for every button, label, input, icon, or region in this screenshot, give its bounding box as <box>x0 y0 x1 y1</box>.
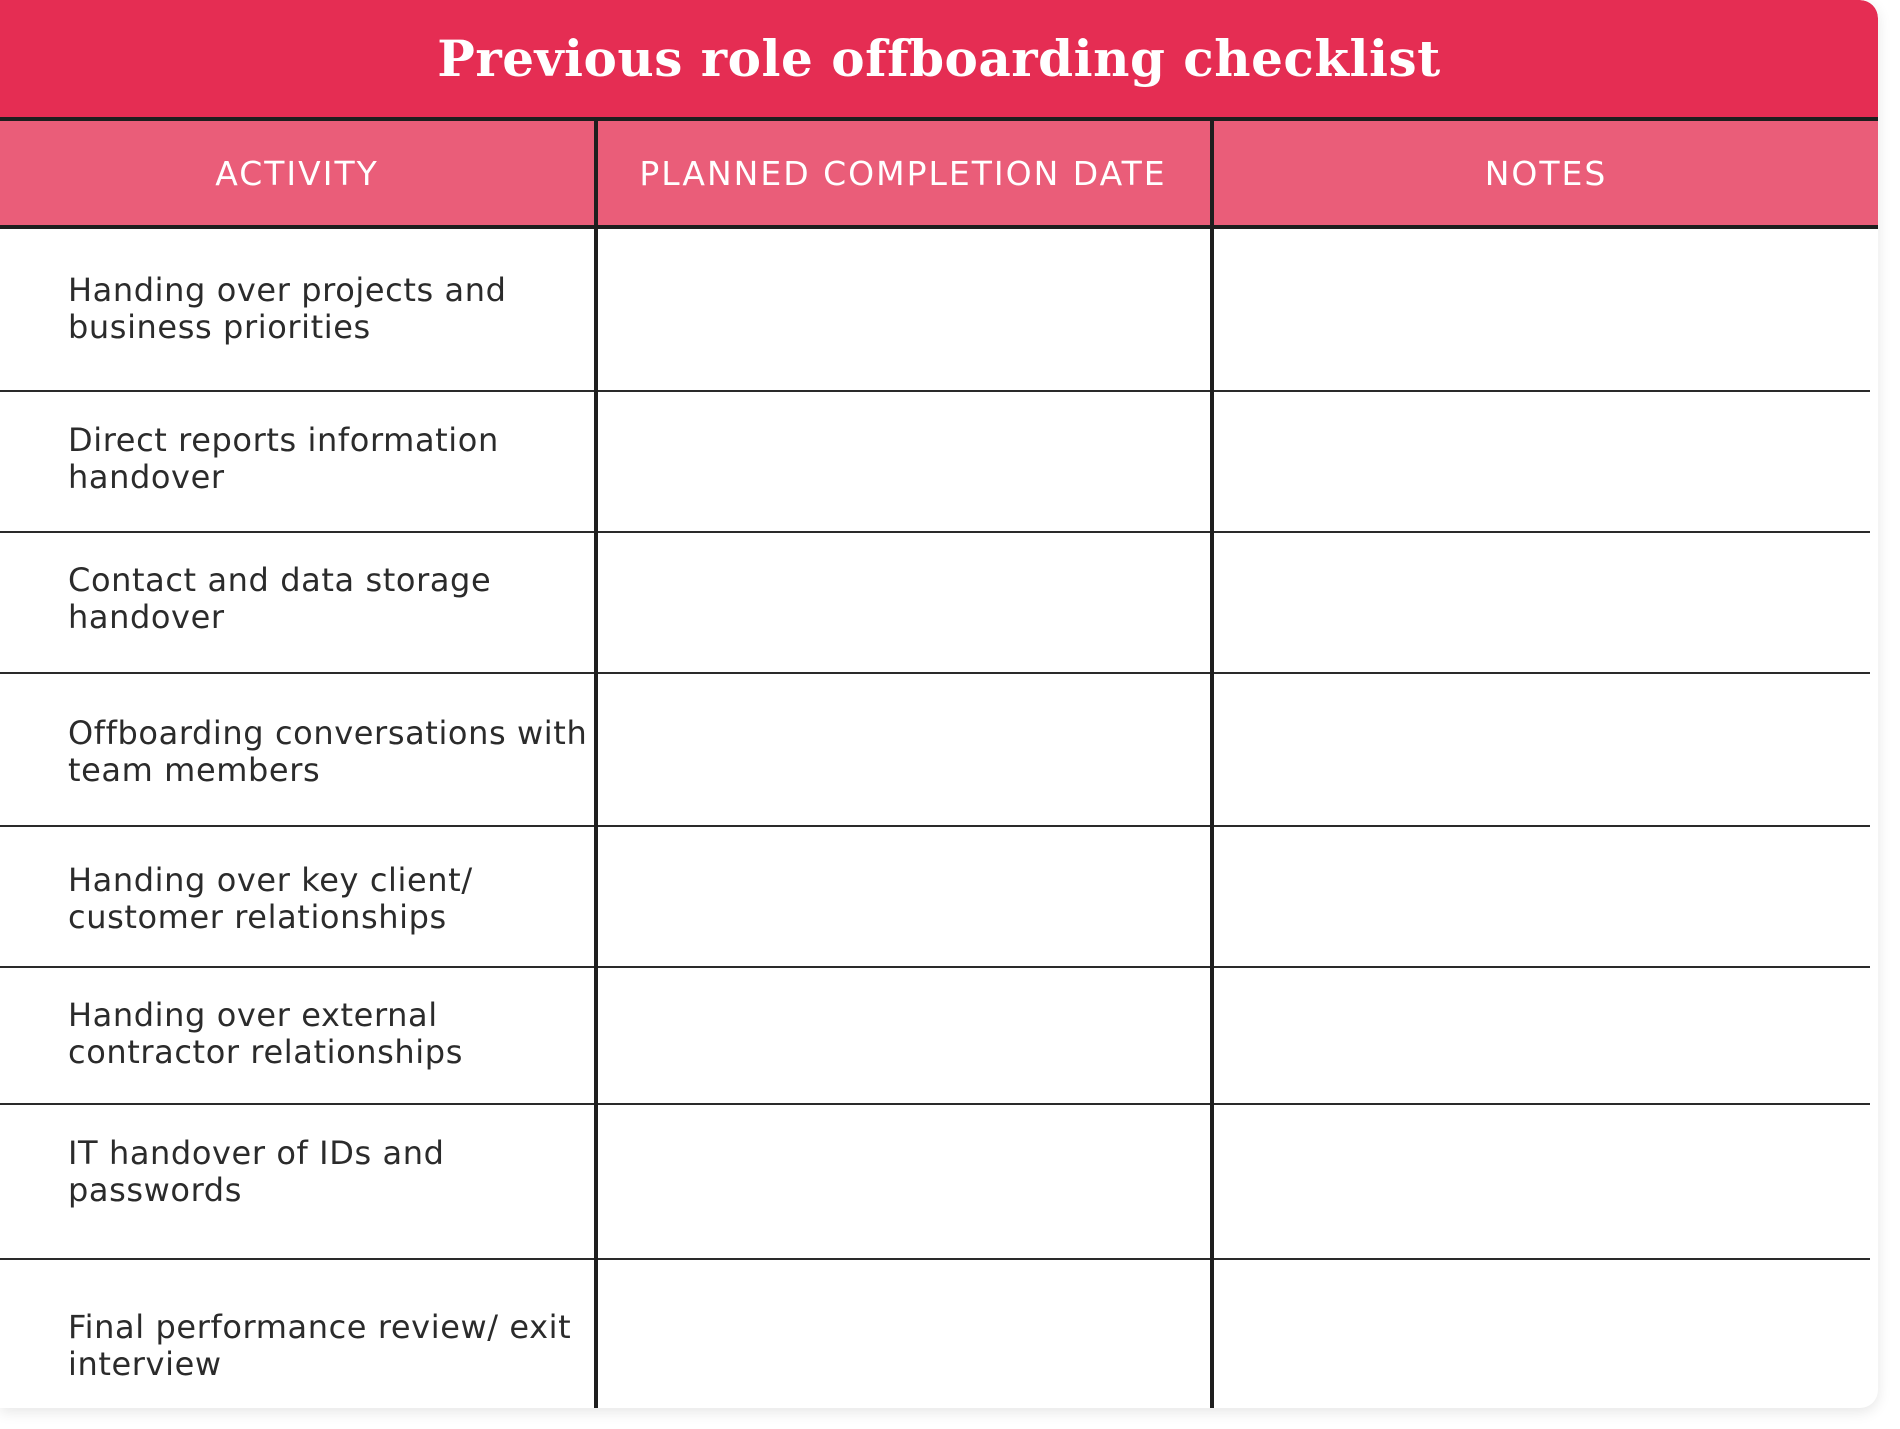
activity-cell: Handing over projects and business priorities <box>68 271 507 346</box>
column-header-notes: NOTES <box>1484 153 1608 193</box>
activity-cell: Handing over key client/ customer relationships <box>68 861 473 936</box>
activity-cell: IT handover of IDs and passwords <box>68 1134 445 1209</box>
activity-cell: Contact and data storage handover <box>68 561 492 636</box>
table-row <box>0 533 1870 673</box>
activity-cell: Direct reports information handover <box>68 421 499 496</box>
activity-cell: Final performance review/ exit interview <box>68 1308 572 1383</box>
column-header-planned-completion-date: PLANNED COMPLETION DATE <box>639 153 1167 193</box>
column-divider <box>1210 121 1214 1408</box>
table-row <box>0 392 1870 532</box>
column-divider <box>594 121 598 1408</box>
table-row <box>0 1260 1870 1408</box>
table-row <box>0 229 1870 391</box>
activity-cell: Offboarding conversations with team members <box>68 714 588 789</box>
table-row <box>0 827 1870 967</box>
table-row <box>0 1105 1870 1259</box>
table-row <box>0 968 1870 1104</box>
activity-cell: Handing over external contractor relationships <box>68 996 463 1071</box>
table-header-row <box>0 121 1878 229</box>
title-bar <box>0 0 1878 121</box>
column-header-activity: ACTIVITY <box>215 153 379 193</box>
table-row <box>0 674 1870 826</box>
checklist-title: Previous role offboarding checklist <box>437 29 1441 88</box>
